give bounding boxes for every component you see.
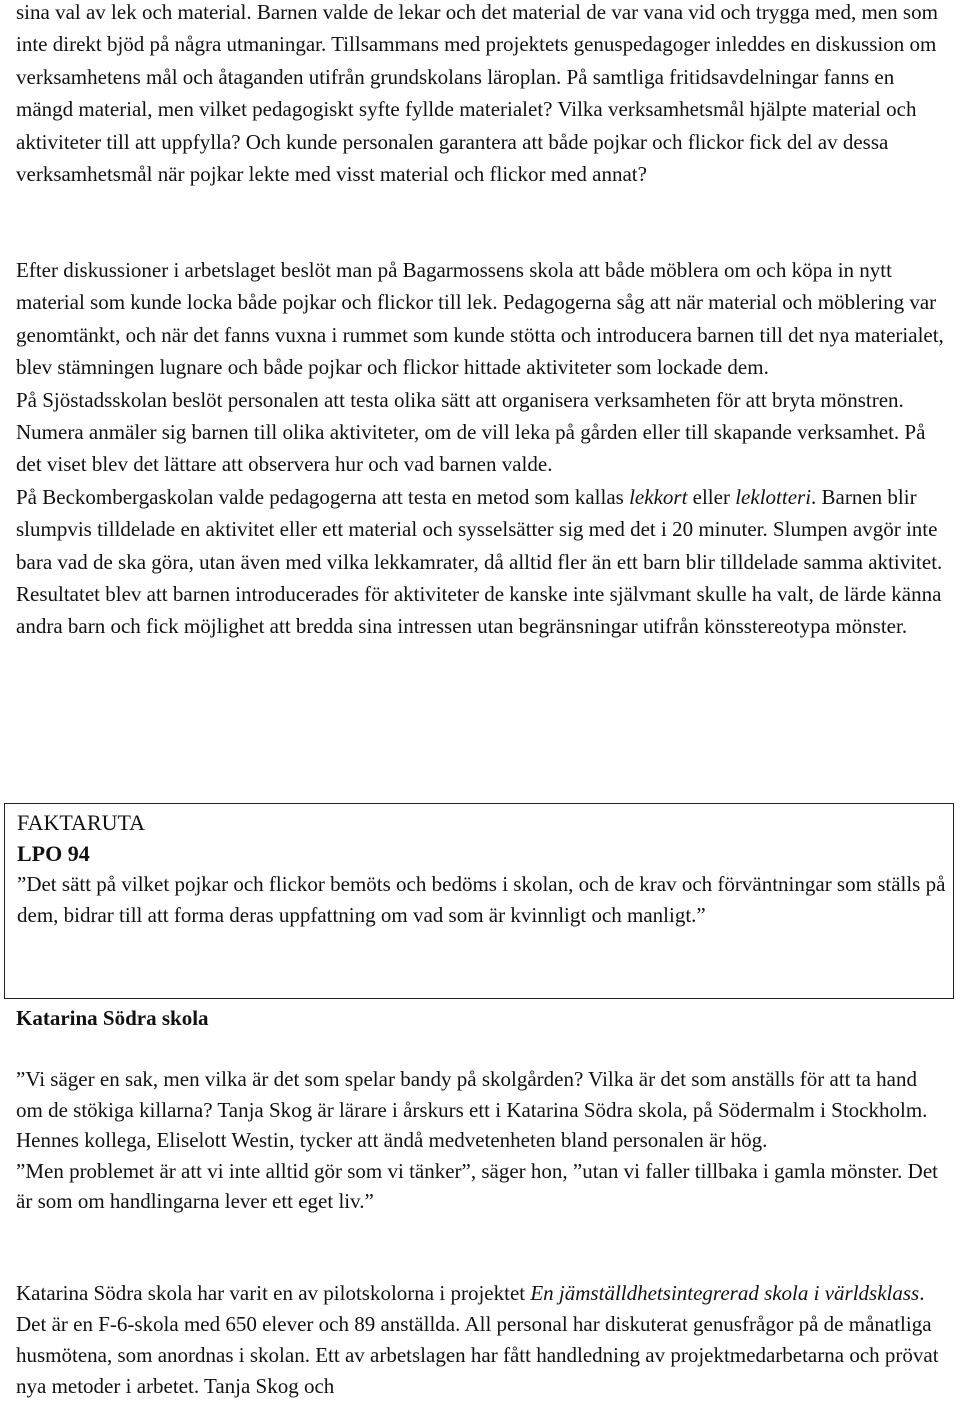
- project-name: En jämställdhetsintegrerad skola i världsklass: [530, 1281, 920, 1305]
- faktaruta-subtitle: LPO 94: [17, 840, 90, 866]
- beckomberga-term-leklotteri: leklotteri: [735, 484, 812, 509]
- beckomberga-term-lekkort: lekkort: [629, 484, 688, 509]
- faktaruta-label: FAKTARUTA: [17, 810, 146, 835]
- examples-text: [16, 254, 948, 643]
- katarina-info-b: . Det är en F-6-skola med 650 elever och 89 anställda. All personal har diskuterat genusfrågor på de månatliga husmötena, som anordnas i skolan. Ett av arbetslagen har fått handledning av projektmedarbetarna och prövat nya metoder i arbetet. Tanja Skog och: [16, 1281, 939, 1398]
- katarina-info-a: Katarina Södra skola har varit en av pilotskolorna i projektet: [16, 1281, 531, 1305]
- intro-text: [16, 0, 948, 190]
- faktaruta-box: [4, 803, 954, 999]
- katarina-quote-2: ”Men problemet är att vi inte alltid gör som vi tänker”, säger hon, ”utan vi faller tillbaka i gamla mönster. Det är som om handlingarna lever ett eget liv.”: [16, 1158, 938, 1214]
- katarina-heading: Katarina Södra skola: [16, 1006, 209, 1030]
- beckomberga-text-a: På Beckombergaskolan valde pedagogerna att testa en metod som kallas: [16, 484, 630, 509]
- katarina-quote-1: ”Vi säger en sak, men vilka är det som spelar bandy på skolgården? Vilka är det som anställs för att ta hand om de stökiga killarna? Tanja Skog är lärare i årskurs ett i Katarina Södra skola, på Södermalm i Stockholm. Hennes kollega, Eliselott Westin, tycker att ändå medvetenheten bland personalen är hög.: [16, 1067, 928, 1153]
- paragraph-fritids-material: sina val av lek och material. Barnen valde de lekar och det material de var vana vid och trygga med, men som inte direkt bjöd på några utmaningar. Tillsammans med projektets genuspedagoger inleddes en diskussion om verksamhetens mål och åtaganden utifrån grundskolans läroplan. På samtliga fritidsavdelningar fanns en mängd material, men vilket pedagogiskt syfte fyllde materialet? Vilka verksamhetsmål hjälpte material och aktiviteter till att uppfylla? Och kunde personalen garantera att både pojkar och flickor fick del av dessa verksamhetsmål när pojkar lekte med visst material och flickor med annat?: [16, 0, 938, 187]
- faktaruta-quote: ”Det sätt på vilket pojkar och flickor bemöts och bedöms i skolan, och de krav och förväntningar som ställs på dem, bidrar till att forma deras uppfattning om vad som är kvinnligt och manligt.”: [17, 872, 946, 927]
- paragraph-bagarmossen: Efter diskussioner i arbetslaget beslöt man på Bagarmossens skola att både möblera om och köpa in nytt material som kunde locka både pojkar och flickor till lek. Pedagogerna såg att när material och möblering var genomtänkt, och när det fanns vuxna i rummet som kunde stötta och introducera barnen till det nya materialet, blev stämningen lugnare och både pojkar och flickor hittade aktiviteter som lockade dem.: [16, 258, 944, 380]
- paragraph-sjostadsskolan: På Sjöstadsskolan beslöt personalen att testa olika sätt att organisera verksamheten för att bryta mönstren. Numera anmäler sig barnen till olika aktiviteter, om de vill leka på gården eller till skapande verksamhet. På det viset blev det lättare att observera hur och vad barnen valde.: [16, 387, 926, 477]
- beckomberga-text-b: eller: [687, 484, 736, 509]
- paragraph-beckomberga: [16, 481, 948, 643]
- katarina-info: [16, 1278, 948, 1402]
- beckomberga-text-c: . Barnen blir slumpvis tilldelade en aktivitet eller ett material och sysselsätter sig med det i 20 minuter. Slumpen avgör inte bara vad de ska göra, utan även med vilka lekkamrater, då alltid fler än ett barn blir tilldelade samma aktivitet. Resultatet blev att barnen introducerades för aktiviteter de kanske inte självmant skulle ha valt, de lärde känna andra barn och fick möjlighet att bredda sina intressen utan begränsningar utifrån könsstereotypa mönster.: [16, 484, 943, 639]
- katarina-quotes: [16, 1064, 948, 1217]
